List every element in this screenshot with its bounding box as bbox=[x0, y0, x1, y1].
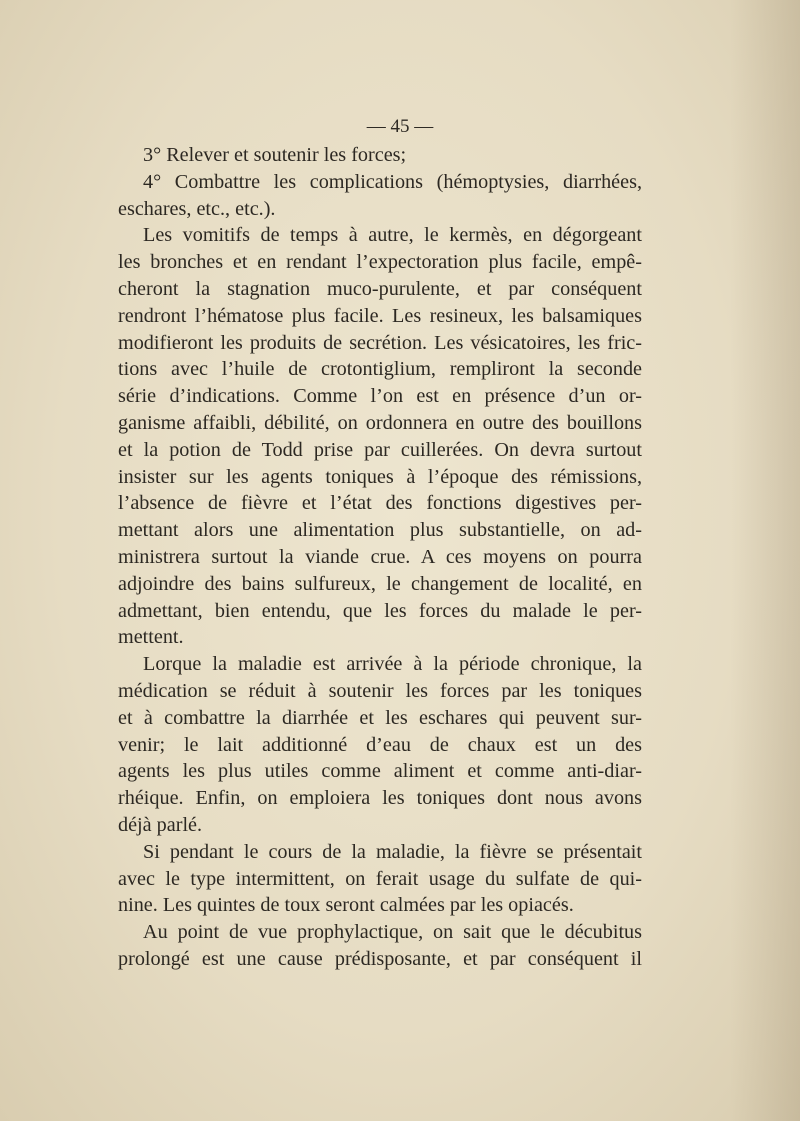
text-line: nine. Les quintes de toux seront calmées par les opiacés. bbox=[118, 894, 574, 917]
text-line: adjoindre des bains sulfureux, le changement de localité, en bbox=[118, 572, 642, 595]
text-line: insister sur les agents toniques à l’époque des rémissions, bbox=[118, 465, 642, 488]
text-line: agents les plus utiles comme aliment et comme anti-diar- bbox=[118, 760, 642, 783]
text-line: eschares, etc., etc.). bbox=[118, 197, 276, 220]
text-line: déjà parlé. bbox=[118, 813, 203, 836]
page-number: — 45 — bbox=[366, 116, 434, 137]
text-line: tions avec l’huile de crotontiglium, rempliront la seconde bbox=[118, 358, 642, 381]
text-line: rhéique. Enfin, on emploiera les toniques dont nous avons bbox=[118, 787, 642, 810]
text-line: médication se réduit à soutenir les forces par les toniques bbox=[118, 679, 642, 702]
text-line: l’absence de fièvre et l’état des fonctions digestives per- bbox=[118, 492, 642, 515]
text-line: série d’indications. Comme l’on est en présence d’un or- bbox=[118, 385, 642, 408]
text-line: Au point de vue prophylactique, on sait que le décubitus bbox=[143, 921, 642, 944]
text-line: prolongé est une cause prédisposante, et par conséquent il bbox=[118, 947, 642, 970]
text-line: mettent. bbox=[118, 626, 184, 649]
text-line: et à combattre la diarrhée et les eschares qui peuvent sur- bbox=[118, 706, 642, 729]
text-line: venir; le lait additionné d’eau de chaux est un des bbox=[118, 733, 642, 756]
text-line: cheront la stagnation muco-purulente, et par conséquent bbox=[118, 277, 642, 300]
page-edge-shadow bbox=[730, 0, 800, 1121]
text-line: rendront l’hématose plus facile. Les resineux, les balsamiques bbox=[118, 304, 642, 327]
body-text bbox=[118, 142, 642, 973]
text-line: avec le type intermittent, on ferait usage du sulfate de qui- bbox=[118, 867, 642, 890]
text-line: 3° Relever et soutenir les forces; bbox=[143, 144, 407, 166]
text-line: et la potion de Todd prise par cuillerées. On devra surtout bbox=[118, 438, 642, 461]
text-line: mettant alors une alimentation plus substantielle, on ad- bbox=[118, 519, 642, 542]
text-line: modifieront les produits de secrétion. Les vésicatoires, les fric- bbox=[118, 331, 642, 354]
text-line: les bronches et en rendant l’expectoration plus facile, empê- bbox=[118, 251, 642, 274]
text-line: 4° Combattre les complications (hémoptysies, diarrhées, bbox=[143, 170, 642, 193]
text-line: Si pendant le cours de la maladie, la fièvre se présentait bbox=[143, 840, 642, 863]
text-line: admettant, bien entendu, que les forces du malade le per- bbox=[118, 599, 642, 622]
text-line: ministrera surtout la viande crue. A ces moyens on pourra bbox=[118, 545, 642, 568]
text-line: Lorque la maladie est arrivée à la période chronique, la bbox=[143, 653, 642, 676]
text-line: Les vomitifs de temps à autre, le kermès, en dégorgeant bbox=[143, 224, 642, 247]
text-line: ganisme affaibli, débilité, on ordonnera en outre des bouillons bbox=[118, 411, 642, 434]
